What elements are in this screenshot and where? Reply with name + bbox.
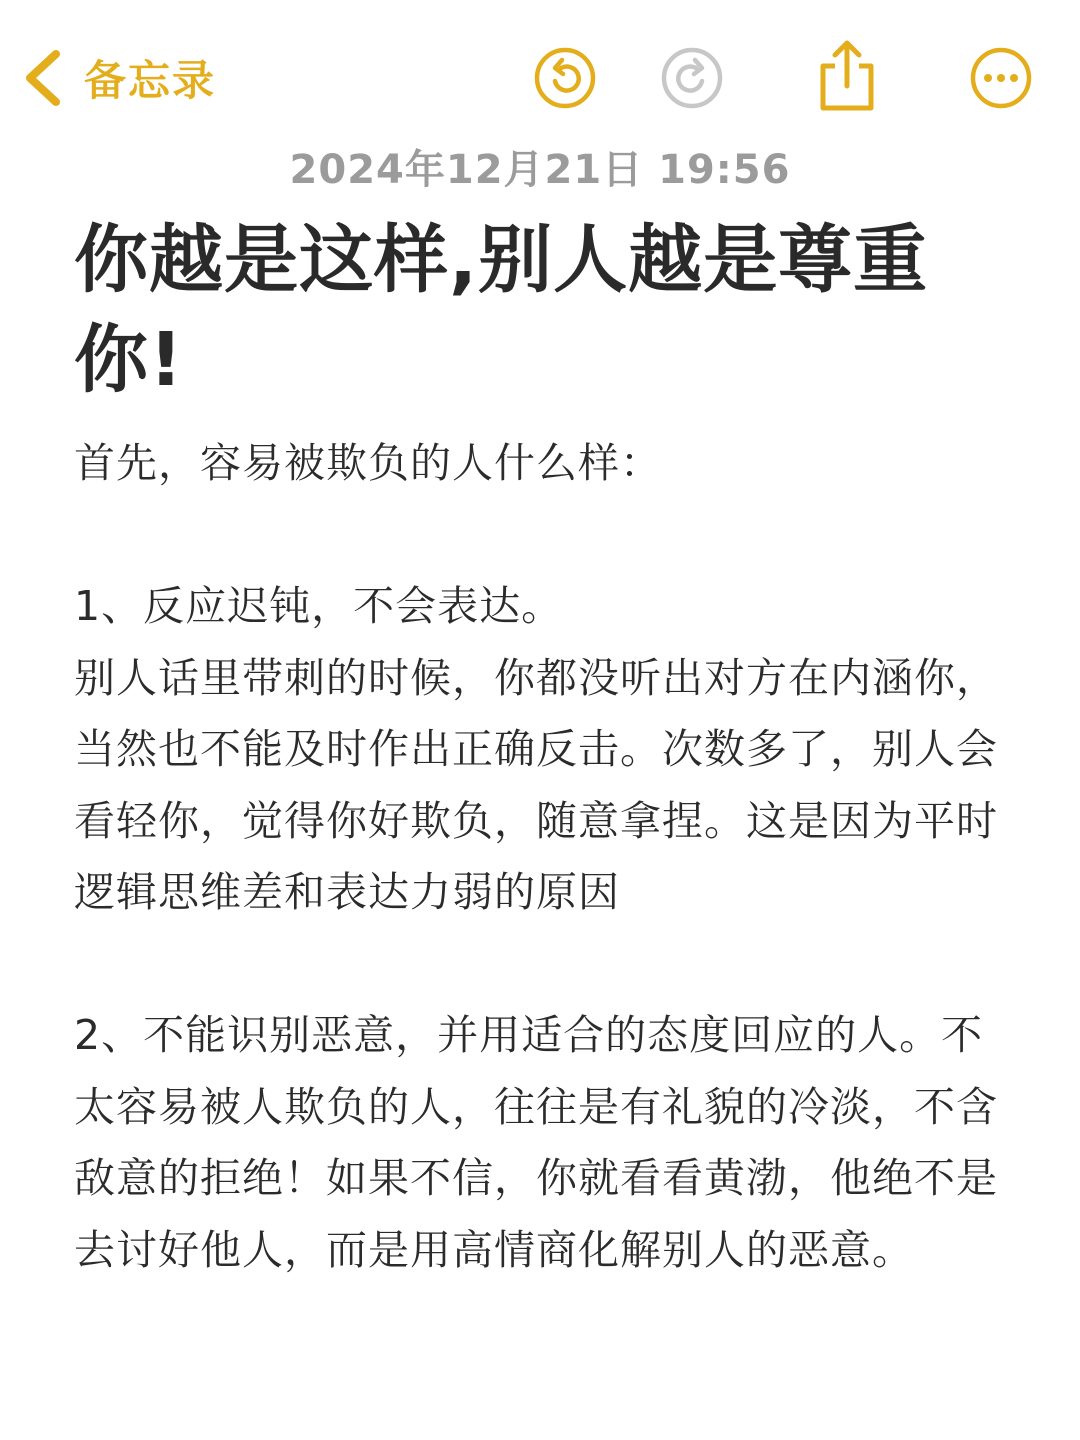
more-button[interactable] — [969, 46, 1033, 110]
redo-button[interactable] — [660, 46, 724, 110]
undo-icon — [533, 46, 597, 110]
blank-line — [74, 929, 1004, 1001]
share-button[interactable] — [815, 38, 879, 102]
share-icon — [815, 38, 879, 114]
undo-button[interactable] — [533, 46, 597, 110]
more-icon — [969, 46, 1033, 110]
section-1-heading: 1、反应迟钝，不会表达。 — [74, 582, 564, 630]
intro-paragraph: 首先，容易被欺负的人什么样： — [74, 439, 662, 487]
section-1-body: 别人话里带刺的时候，你都没听出对方在内涵你，当然也不能及时作出正确反击。次数多了，别人会看轻你，觉得你好欺负，随意拿捏。这是因为平时逻辑思维差和表达力弱的原因 — [74, 653, 998, 916]
note-timestamp: 2024年12月21日 19:56 — [289, 147, 791, 193]
navigation-bar — [0, 0, 1080, 140]
redo-icon — [660, 46, 724, 110]
note-title: 你越是这样,别人越是尊重你! — [74, 217, 929, 403]
back-label: 备忘录 — [84, 56, 217, 105]
note-body[interactable] — [74, 210, 1004, 1286]
chevron-left-icon — [22, 48, 62, 108]
blank-line — [74, 500, 1004, 572]
back-button[interactable] — [22, 42, 216, 114]
section-2-body: 2、不能识别恶意，并用适合的态度回应的人。不太容易被人欺负的人，往往是有礼貌的冷淡，不含敌意的拒绝！如果不信，你就看看黄渤，他绝不是去讨好他人，而是用高情商化解别人的恶意。 — [74, 1011, 998, 1274]
